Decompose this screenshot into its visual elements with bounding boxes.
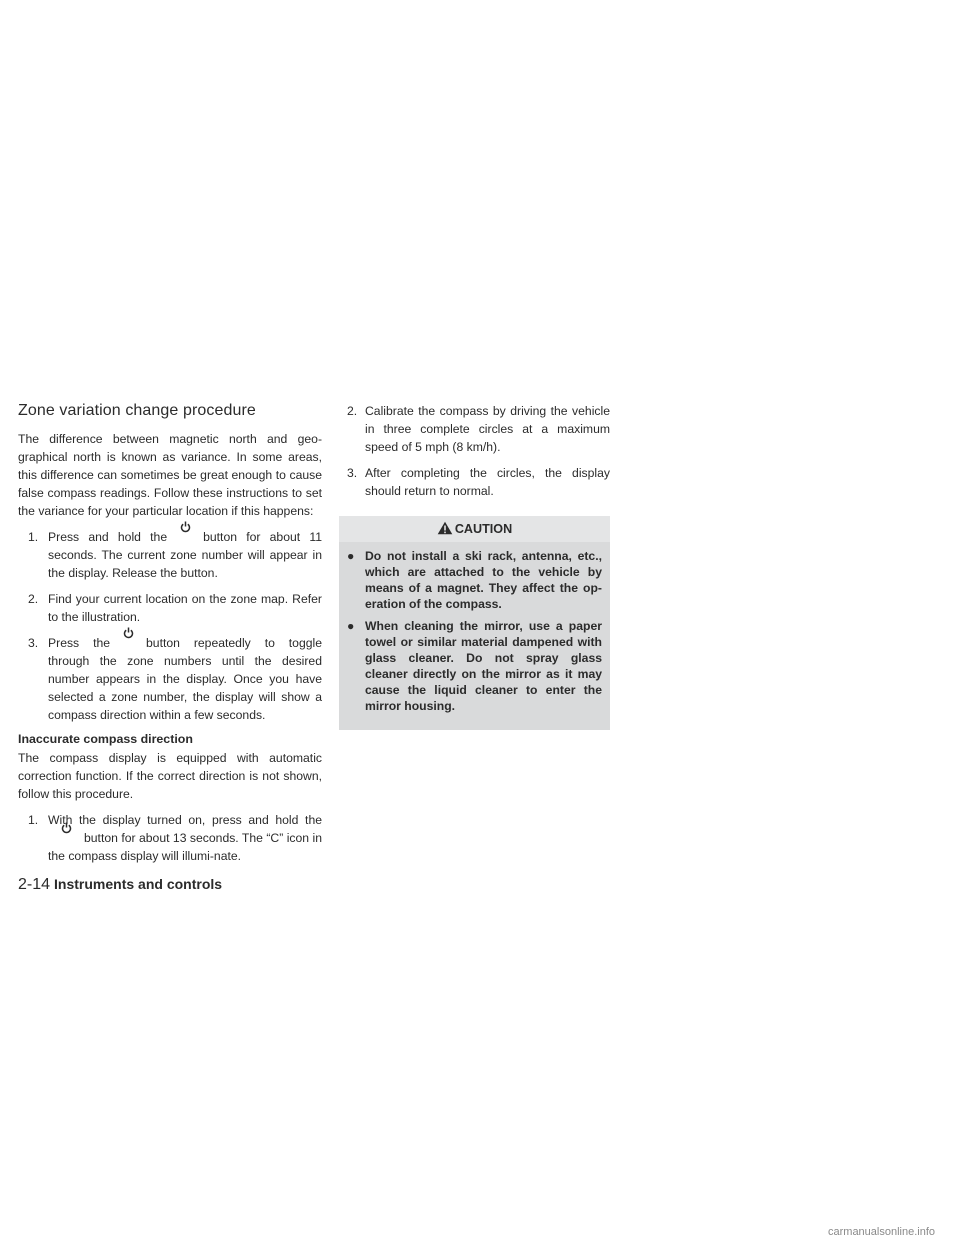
page-footer: [18, 876, 222, 894]
bullet: ●: [347, 549, 355, 563]
caution-list: [339, 542, 610, 714]
step-text-before: With the display turned on, press and hold the: [48, 813, 322, 827]
step-text: Calibrate the compass by driving the vehicle in three complete circles at a maximum speed of 5 mph (8 km/h).: [365, 404, 610, 454]
caution-box: [339, 516, 610, 730]
power-icon: [48, 829, 84, 843]
power-icon: [110, 634, 146, 648]
step-number: 1.: [28, 530, 39, 544]
chapter-title: Instruments and controls: [54, 876, 223, 892]
step-text: Find your current location on the zone map. Refer to the illustration.: [48, 592, 322, 624]
caution-text: When cleaning the mirror, use a paper towel or similar material dampened with glass cleaner. Do not spray glass cleaner directly on the mirror as it may cause the liquid cleaner to enter the mirror housing.: [365, 619, 602, 713]
zone-step-3: [18, 634, 322, 724]
caution-text: Do not install a ski rack, antenna, etc., which are attached to the vehicle by means of a magnet. They affect the op-eration of the compass.: [365, 549, 602, 611]
bullet: ●: [347, 619, 355, 633]
warning-triangle-icon: [437, 521, 453, 535]
power-icon: [167, 528, 203, 542]
inaccurate-subhead: Inaccurate compass direction: [18, 732, 193, 746]
step-text-after: button for about 13 seconds. The “C” icon in the compass display will illumi-nate.: [48, 831, 322, 863]
section-title: Zone variation change procedure: [18, 402, 256, 419]
inaccurate-step-3: [339, 464, 610, 500]
step-number: 3.: [28, 636, 39, 650]
step-text-before: Press the: [48, 636, 111, 650]
caution-header: [339, 516, 610, 542]
zone-step-2: [18, 590, 322, 626]
step-text: After completing the circles, the display should return to normal.: [365, 466, 610, 498]
inaccurate-step-2: [339, 402, 610, 456]
inaccurate-intro: The compass display is equipped with automatic correction function. If the correct direction is not shown, follow this procedure.: [18, 751, 322, 801]
caution-item: [347, 618, 602, 714]
step-text-after: button repeatedly to toggle through the zone numbers until the desired number appears in the display. Once you have selected a zone number, the display will show a compass direction within a few seconds.: [48, 636, 322, 722]
intro-paragraph: The difference between magnetic north and geo-graphical north is known as variance. In some areas, this difference can sometimes be great enough to cause false compass readings. Follow these instructions to set the variance for your particular location if this happens:: [18, 432, 322, 518]
inaccurate-step-1: [18, 811, 322, 865]
caution-title: CAUTION: [454, 522, 513, 536]
caution-item: [347, 548, 602, 612]
step-number: 3.: [347, 466, 358, 480]
step-text-after: button for about 11 seconds. The current zone number will appear in the display. Release the button.: [48, 530, 322, 580]
step-number: 2.: [347, 404, 358, 418]
zone-step-1: [18, 528, 322, 582]
step-number: 1.: [28, 813, 39, 827]
step-number: 2.: [28, 592, 39, 606]
page-number: 2-14: [18, 876, 51, 893]
watermark: carmanualsonline.info: [828, 1226, 936, 1238]
left-column: [18, 402, 322, 873]
right-column: [339, 402, 610, 730]
step-text-before: Press and hold the: [48, 530, 168, 544]
